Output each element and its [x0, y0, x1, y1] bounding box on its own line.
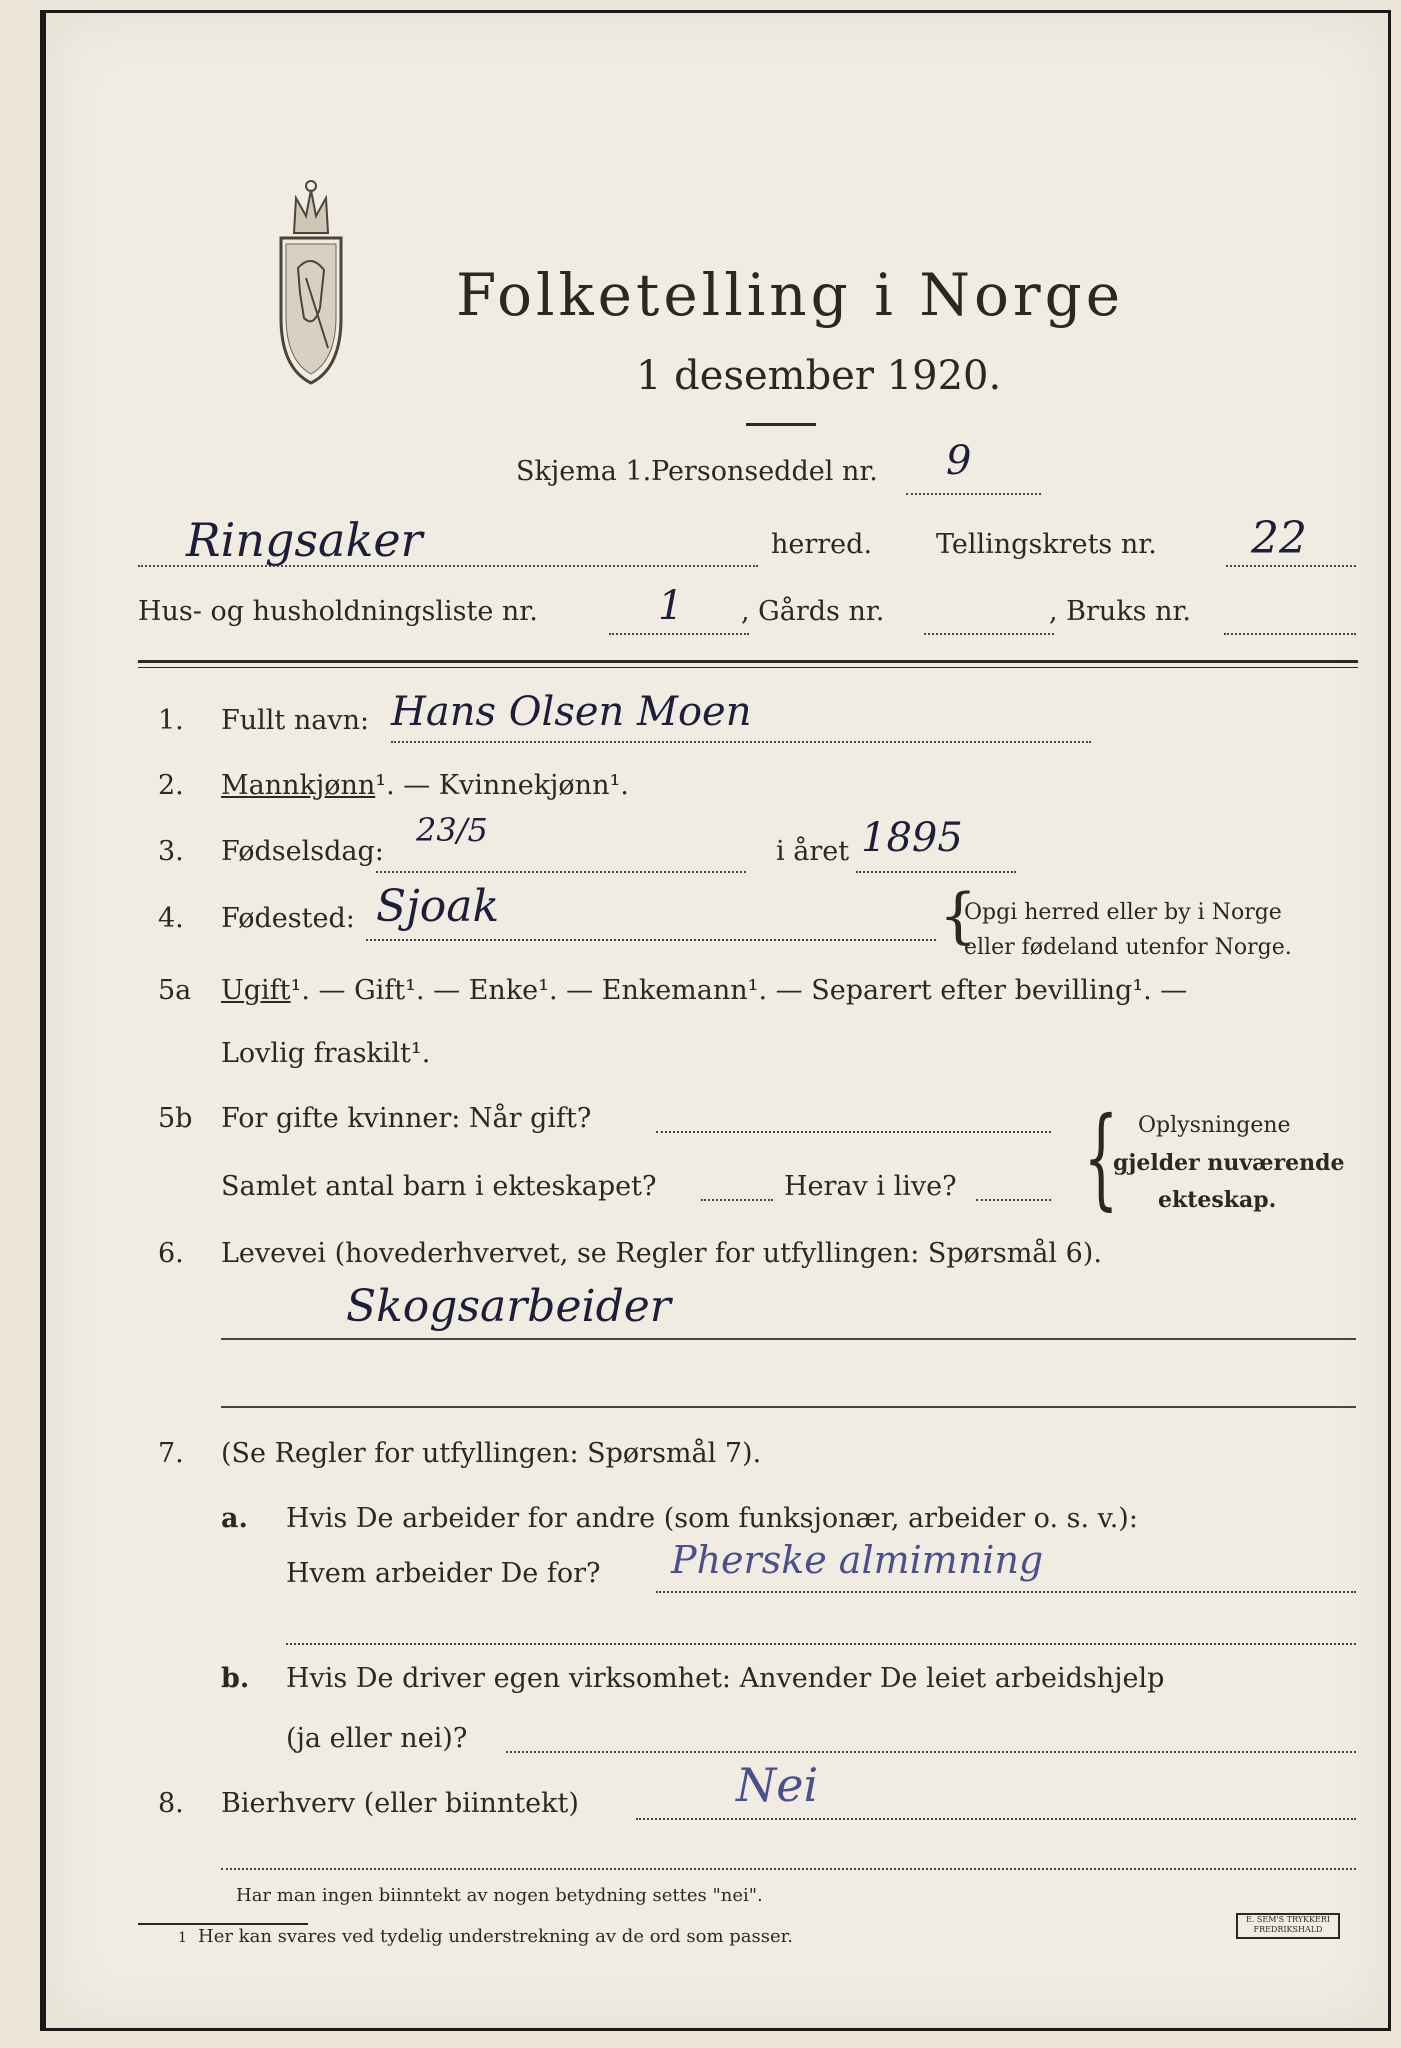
- q4-number: 4.: [158, 903, 184, 934]
- q2-number: 2.: [158, 770, 184, 801]
- footnote-number: 1: [178, 1930, 187, 1946]
- q7b-line: [506, 1751, 1356, 1753]
- q5a-rest: ¹. — Gift¹. — Enke¹. — Enkemann¹. — Separert efter bevilling¹. —: [290, 975, 1188, 1006]
- q4-note-line1: Opgi herred eller by i Norge: [964, 900, 1282, 925]
- personseddel-label: Personseddel nr.: [651, 456, 878, 487]
- q5b-note-line1: Oplysningene: [1138, 1113, 1291, 1138]
- q7a-label: Hvis De arbeider for andre (som funksjonær, arbeider o. s. v.):: [286, 1503, 1138, 1534]
- q8-number: 8.: [158, 1788, 184, 1819]
- printer-stamp: E. SEM'S TRYKKERI FREDRIKSHALD: [1236, 1913, 1340, 1939]
- q7b-label2: (ja eller nei)?: [286, 1723, 468, 1754]
- q4-value: Sjoak: [376, 881, 500, 932]
- q3-year-line: [856, 871, 1016, 873]
- gards-line: [924, 633, 1054, 635]
- q7a-label2: Hvem arbeider De for?: [286, 1558, 601, 1589]
- q7-number: 7.: [158, 1438, 184, 1469]
- header-rule-thin: [138, 667, 1358, 668]
- q5b-children-line: [701, 1199, 773, 1201]
- q3-year-label: i året: [776, 836, 850, 867]
- q7a-line1: [656, 1591, 1356, 1593]
- bruks-label: , Bruks nr.: [1049, 596, 1192, 627]
- footnote-rule: [138, 1923, 308, 1925]
- form-subtitle: 1 desember 1920.: [636, 353, 1002, 399]
- q2-sep: ¹. —: [375, 770, 439, 801]
- q8-line: [636, 1818, 1356, 1820]
- footnote-text: Her kan svares ved tydelig understrekning av de ord som passer.: [198, 1926, 793, 1947]
- q4-line: [366, 939, 936, 941]
- q6-label: Levevei (hovederhvervet, se Regler for utfyllingen: Spørsmål 6).: [221, 1238, 1102, 1269]
- q5a-line2: Lovlig fraskilt¹.: [221, 1038, 431, 1069]
- q5b-label: For gifte kvinner: Når gift?: [221, 1103, 592, 1134]
- census-form: [40, 10, 1391, 2031]
- q3-year-value: 1895: [861, 815, 963, 861]
- q5b-label2: Samlet antal barn i ekteskapet?: [221, 1171, 657, 1202]
- q7a-value: Pherske almimning: [671, 1538, 1044, 1582]
- bruks-line: [1224, 633, 1356, 635]
- q7a-line2: [286, 1643, 1356, 1645]
- q2-male: Mannkjønn: [221, 770, 376, 801]
- q4-note-line2: eller fødeland utenfor Norge.: [964, 935, 1292, 960]
- q7b-letter: b.: [221, 1663, 250, 1694]
- q4-label: Fødested:: [221, 903, 355, 934]
- q2-text: [221, 770, 629, 801]
- q5b-live-line: [976, 1199, 1051, 1201]
- q5b-live-label: Herav i live?: [784, 1171, 957, 1202]
- footer-note: Har man ingen biinntekt av nogen betydning settes "nei".: [236, 1885, 763, 1906]
- personseddel-value: 9: [946, 438, 972, 484]
- header-rule: [138, 660, 1358, 663]
- q8-line2: [221, 1868, 1356, 1870]
- tellingskrets-label: Tellingskrets nr.: [936, 529, 1157, 560]
- q1-line: [391, 741, 1091, 743]
- husliste-value: 1: [658, 583, 684, 629]
- q8-value: Nei: [736, 1758, 819, 1812]
- q7b-label: Hvis De driver egen virksomhet: Anvender De leiet arbeidshjelp: [286, 1663, 1165, 1694]
- q3-line: [376, 871, 746, 873]
- tellingskrets-line: [1226, 565, 1356, 567]
- q3-value: 23/5: [416, 811, 488, 849]
- coat-of-arms-icon: [256, 178, 366, 393]
- q6-line1: [221, 1338, 1356, 1340]
- q6-line2: [221, 1406, 1356, 1408]
- gards-label: , Gårds nr.: [741, 596, 885, 627]
- husliste-line: [609, 633, 749, 635]
- q5b-number: 5b: [158, 1103, 193, 1134]
- husliste-label: Hus- og husholdningsliste nr.: [138, 596, 538, 627]
- q1-label: Fullt navn:: [221, 705, 370, 736]
- schema-label: Skjema 1.: [516, 456, 652, 487]
- q5b-note-line2: gjelder nuværende: [1113, 1150, 1345, 1176]
- q8-label: Bierhverv (eller biinntekt): [221, 1788, 579, 1819]
- q6-number: 6.: [158, 1238, 184, 1269]
- form-title: Folketelling i Norge: [456, 261, 1125, 329]
- q5b-brace: {: [1083, 1093, 1119, 1221]
- q5b-when-line: [656, 1131, 1051, 1133]
- title-divider: [746, 423, 816, 426]
- q5a-ugift: Ugift: [221, 975, 291, 1006]
- q5a-number: 5a: [158, 975, 192, 1006]
- q5a-text: [221, 975, 1187, 1006]
- herred-line: [138, 565, 758, 567]
- q3-number: 3.: [158, 836, 184, 867]
- q2-female: Kvinnekjønn¹.: [438, 770, 629, 801]
- q5b-note-line3: ekteskap.: [1158, 1187, 1277, 1213]
- q6-value: Skogsarbeider: [346, 1281, 671, 1332]
- q1-value: Hans Olsen Moen: [391, 689, 752, 735]
- q7a-letter: a.: [221, 1503, 248, 1534]
- q4-brace: {: [939, 881, 978, 951]
- q1-number: 1.: [158, 705, 184, 736]
- herred-label: herred.: [771, 529, 873, 560]
- herred-value: Ringsaker: [186, 513, 423, 567]
- q7-label: (Se Regler for utfyllingen: Spørsmål 7).: [221, 1438, 762, 1469]
- tellingskrets-value: 22: [1251, 513, 1307, 564]
- q3-label: Fødselsdag:: [221, 836, 384, 867]
- personseddel-line: [906, 493, 1041, 495]
